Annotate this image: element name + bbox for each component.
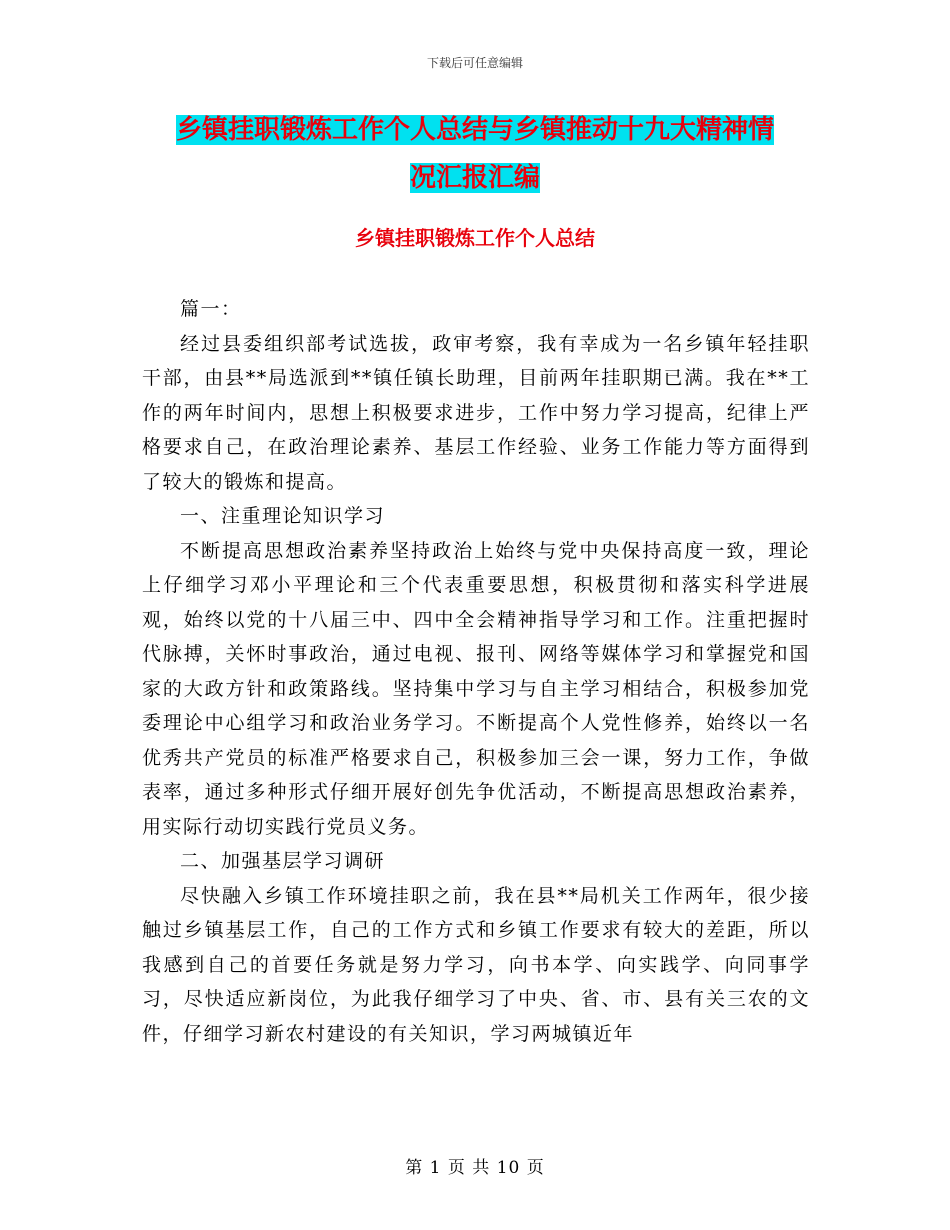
- paragraph-heading: 一、注重理论知识学习: [180, 505, 386, 527]
- document-title-line1: 乡镇挂职锻炼工作个人总结与乡镇推动十九大精神情: [175, 115, 774, 145]
- document-title-line2: 况汇报汇编: [409, 163, 540, 193]
- paragraph: 经过县委组织部考试选拔，政审考察，我有幸成为一名乡镇年轻挂职干部，由县**局选派到**镇任镇长助理，目前两年挂职期已满。我在**工作的两年时间内，思想上积极要求进步，工作中努力学习提高，纪律上严格要求自己，在政治理论素养、基层工作经验、业务工作能力等方面得到了较大的锻炼和提高。: [142, 332, 810, 493]
- page-number: 第 1 页 共 10 页: [405, 1158, 545, 1178]
- header-note: 下载后可任意编辑: [426, 56, 523, 70]
- document-title: [140, 106, 810, 202]
- paragraph: 尽快融入乡镇工作环境挂职之前，我在县**局机关工作两年，很少接触过乡镇基层工作，自己的工作方式和乡镇工作要求有较大的差距，所以我感到自己的首要任务就是努力学习，向书本学、向实践学、向同事学习，尽快适应新岗位，为此我仔细学习了中央、省、市、县有关三农的文件，仔细学习新农村建设的有关知识，学习两城镇近年: [142, 884, 810, 1045]
- paragraph: 不断提高思想政治素养坚持政治上始终与党中央保持高度一致，理论上仔细学习邓小平理论和三个代表重要思想，积极贯彻和落实科学进展观，始终以党的十八届三中、四中全会精神指导学习和工作。注重把握时代脉搏，关怀时事政治，通过电视、报刊、网络等媒体学习和掌握党和国家的大政方针和政策路线。坚持集中学习与自主学习相结合，积极参加党委理论中心组学习和政治业务学习。不断提高个人党性修养，始终以一名优秀共产党员的标准严格要求自己，积极参加三会一课，努力工作，争做表率，通过多种形式仔细开展好创先争优活动，不断提高思想政治素养，用实际行动切实践行党员义务。: [142, 539, 810, 838]
- paragraph: 篇一：: [180, 298, 242, 320]
- body-text: [142, 292, 810, 1051]
- section-title: 乡镇挂职锻炼工作个人总结: [355, 226, 595, 250]
- paragraph-heading: 二、加强基层学习调研: [180, 850, 386, 872]
